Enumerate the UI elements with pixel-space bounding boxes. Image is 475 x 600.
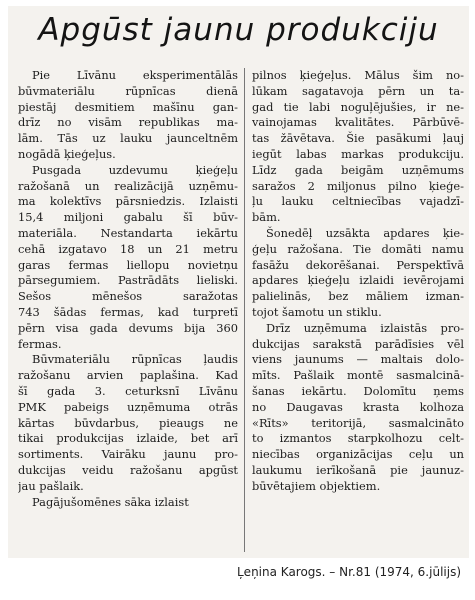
article-text-line: niecības organizācijas ceļu un <box>252 447 464 462</box>
article-text-line: tas žāvētava. Šie pasākumi ļauj <box>252 131 464 146</box>
article-text-line: 15,4 miljoni gabalu šī būv- <box>18 210 238 225</box>
article-text-line: lūkam sagatavoja pērn un ta- <box>252 83 464 98</box>
article-text-line: jau pašlaik. <box>18 478 84 493</box>
article-text-line: būvmateriālu rūpnīcas dienā <box>18 83 238 98</box>
article-text-line: tojot šamotu un stiklu. <box>252 304 382 319</box>
article-text-line: ražošanu arvien paplašina. Kad <box>18 368 238 383</box>
article-text-line: tikai produkcijas izlaide, bet arī <box>18 431 238 446</box>
article-text-line: mīts. Pašlaik montē sasmalcinā- <box>252 368 464 383</box>
article-text-line: dukcijas sarakstā parādīsies vēl <box>252 336 464 351</box>
article-text-line: piestāj desmitiem mašīnu gan- <box>18 99 238 114</box>
article-text-line: saražos 2 miljonus pilno ķieģe- <box>252 178 464 193</box>
article-text-line: Drīz uzņēmuma izlaistās pro- <box>266 320 464 335</box>
article-text-line: viens jaunums — maltais dolo- <box>252 352 464 367</box>
article-text-line: dukcijas veidu ražošanu apgūst <box>18 462 238 477</box>
article-text-line: lām. Tās uz lauku jaunceltnēm <box>18 131 238 146</box>
article-text-line: laukumu ierīkošanā pie jaunuz- <box>252 462 464 477</box>
article-text-line: šī gada 3. ceturksnī Līvānu <box>18 383 238 398</box>
article-text-line: fermas. <box>18 336 62 351</box>
article-text-line: PMK pabeigs uzņēmuma otrās <box>18 399 238 414</box>
article-text-line: Pie Līvānu eksperimentālās <box>32 68 238 82</box>
article-text-line: Sešos mēnešos saražotas <box>18 289 238 304</box>
right-column <box>252 68 464 495</box>
article-text-line: Pusgada uzdevumu ķieģeļu <box>32 162 238 177</box>
left-column <box>18 68 238 510</box>
article-text-line: šanas iekārtu. Dolomītu ņems <box>252 383 464 398</box>
article-text-line: palielinās, bez māliem izman- <box>252 289 464 304</box>
article-text-line: pērn visa gada devums bija 360 <box>18 320 238 335</box>
article-text-line: apdares ķieģeļu izlaidi ievērojami <box>252 273 464 288</box>
article-text-line: garas fermas liellopu novietņu <box>18 257 238 272</box>
article-text-line: ļu lauku celtniecības vajadzī- <box>252 194 464 209</box>
source-citation: Ļeņina Karogs. – Nr.81 (1974, 6.jūlijs) <box>237 565 461 579</box>
article-text-line: ģeļu ražošana. Tie domāti namu <box>252 241 464 256</box>
article-text-line: bām. <box>252 210 281 225</box>
article-headline: Apgūst jaunu produkciju <box>38 12 439 48</box>
article-text-line: pilnos ķieģeļus. Mālus šim no- <box>252 68 464 82</box>
article-text-line: «Rīts» teritorijā, sasmalcināto <box>252 415 464 430</box>
article-text-line: sortiments. Vairāku jaunu pro- <box>18 447 238 462</box>
article-text-line: drīz no visām republikas ma- <box>18 115 238 130</box>
article-text-line: 743 šādas fermas, kad turpretī <box>18 304 238 319</box>
article-text-line: Pagājušomēnes sāka izlaist <box>32 494 189 509</box>
article-text-line: iegūt labas markas produkciju. <box>252 146 464 161</box>
newspaper-clipping <box>8 6 469 558</box>
article-text-line: materiāla. Nestandarta iekārtu <box>18 225 238 240</box>
article-text-line: Būvmateriālu rūpnīcas ļaudis <box>32 352 238 367</box>
article-text-line: kārtas būvdarbus, pieaugs ne <box>18 415 238 430</box>
article-text-line: pārsegumiem. Pastrādāts lieliski. <box>18 273 238 288</box>
article-text-line: nogādā ķieģeļus. <box>18 146 116 161</box>
article-text-line: gad tie labi noguļējušies, ir ne- <box>252 99 464 114</box>
article-text-line: cehā izgatavo 18 un 21 metru <box>18 241 238 256</box>
article-text-line: ma kolektīvs pārsniedzis. Izlaisti <box>18 194 238 209</box>
article-text-line: Līdz gada beigām uzņēmums <box>252 162 464 177</box>
article-text-line: ražošanā un realizācijā uzņēmu- <box>18 178 238 193</box>
article-text-line: no Daugavas krasta kolhoza <box>252 399 464 414</box>
article-text-line: Šonedēļ uzsākta apdares ķie- <box>266 225 464 240</box>
column-divider <box>244 68 245 552</box>
article-text-line: būvētajiem objektiem. <box>252 478 381 493</box>
article-text-line: to izmantos starpkolhozu celt- <box>252 431 464 446</box>
article-text-line: fasāžu dekorēšanai. Perspektīvā <box>252 257 464 272</box>
article-text-line: vainojamas kvalitātes. Pārbūvē- <box>252 115 464 130</box>
